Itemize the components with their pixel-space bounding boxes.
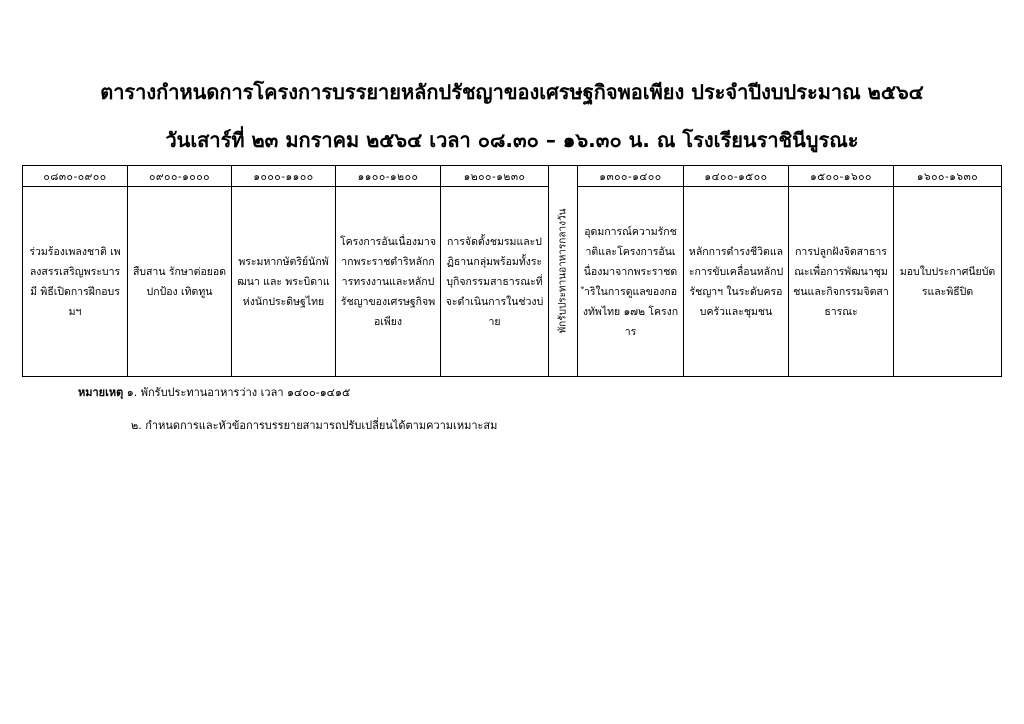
note-label: หมายเหตุ	[78, 386, 124, 399]
time-header: ๑๕๐๐-๑๖๐๐	[789, 166, 894, 187]
time-header: ๑๓๐๐-๑๔๐๐	[578, 166, 684, 187]
activity-cell: การจัดตั้งชมรมและปฏิธานกลุ่มพร้อมทั้งระบุกิจกรรมสาธารณะที่จะดำเนินการในช่วงบ่าย	[441, 187, 549, 377]
activity-cell: พระมหากษัตริย์นักพัฒนา และ พระบิดาแห่งนักประดิษฐไทย	[232, 187, 336, 377]
time-header: ๑๒๐๐-๑๒๓๐	[441, 166, 549, 187]
time-header: ๐๘๓๐-๐๙๐๐	[23, 166, 128, 187]
note-line-2	[131, 416, 497, 434]
activity-cell: การปลูกฝังจิตสาธารณะเพื่อการพัฒนาชุมชนและกิจกรรมจิตสาธารณะ	[789, 187, 894, 377]
activity-cell: สืบสาน รักษาต่อยอด ปกป้อง เทิดทูน	[128, 187, 232, 377]
lunch-break-cell	[549, 166, 578, 377]
document-title: ตารางกำหนดการโครงการบรรยายหลักปรัชญาของเศรษฐกิจพอเพียง ประจำปีงบประมาณ ๒๕๖๔	[100, 80, 924, 104]
time-header: ๑๔๐๐-๑๕๐๐	[684, 166, 789, 187]
time-header: ๐๙๐๐-๑๐๐๐	[128, 166, 232, 187]
time-header: ๑๖๐๐-๑๖๓๐	[894, 166, 1002, 187]
note-text-1: ๑. พักรับประทานอาหารว่าง เวลา ๑๔๐๐-๑๔๑๕	[126, 386, 351, 399]
schedule-table	[22, 165, 1002, 377]
activity-cell: โครงการอันเนื่องมาจากพระราชดำริหลักการทรงงานและหลักปรัชญาของเศรษฐกิจพอเพียง	[336, 187, 441, 377]
note-line-1	[78, 383, 350, 401]
activity-cell: ร่วมร้องเพลงชาติ เพลงสรรเสริญพระบารมี พิธีเปิดการฝึกอบรมฯ	[23, 187, 128, 377]
lunch-break-label: พักรับประทานอาหารกลางวัน	[557, 208, 569, 334]
time-header: ๑๑๐๐-๑๒๐๐	[336, 166, 441, 187]
time-header: ๑๐๐๐-๑๑๐๐	[232, 166, 336, 187]
schedule-activity-row	[23, 187, 1002, 377]
document-subtitle: วันเสาร์ที่ ๒๓ มกราคม ๒๕๖๔ เวลา ๐๘.๓๐ – ๑๖.๓๐ น. ณ โรงเรียนราชินีบูรณะ	[165, 128, 859, 152]
schedule-header-row	[23, 166, 1002, 187]
activity-cell: มอบใบประกาศนียบัตรและพิธีปิด	[894, 187, 1002, 377]
activity-cell: อุดมการณ์ความรักชาติและโครงการอันเนื่องมาจากพระราชดำริในการดูแลของกองทัพไทย ๑๗๒ โครงการ	[578, 187, 684, 377]
note-text-2: ๒. กำหนดการและหัวข้อการบรรยายสามารถปรับเปลี่ยนได้ตามความเหมาะสม	[131, 419, 498, 432]
activity-cell: หลักการดำรงชีวิตและการขับเคลื่อนหลักปรัชญาฯ ในระดับครอบครัวและชุมชน	[684, 187, 789, 377]
